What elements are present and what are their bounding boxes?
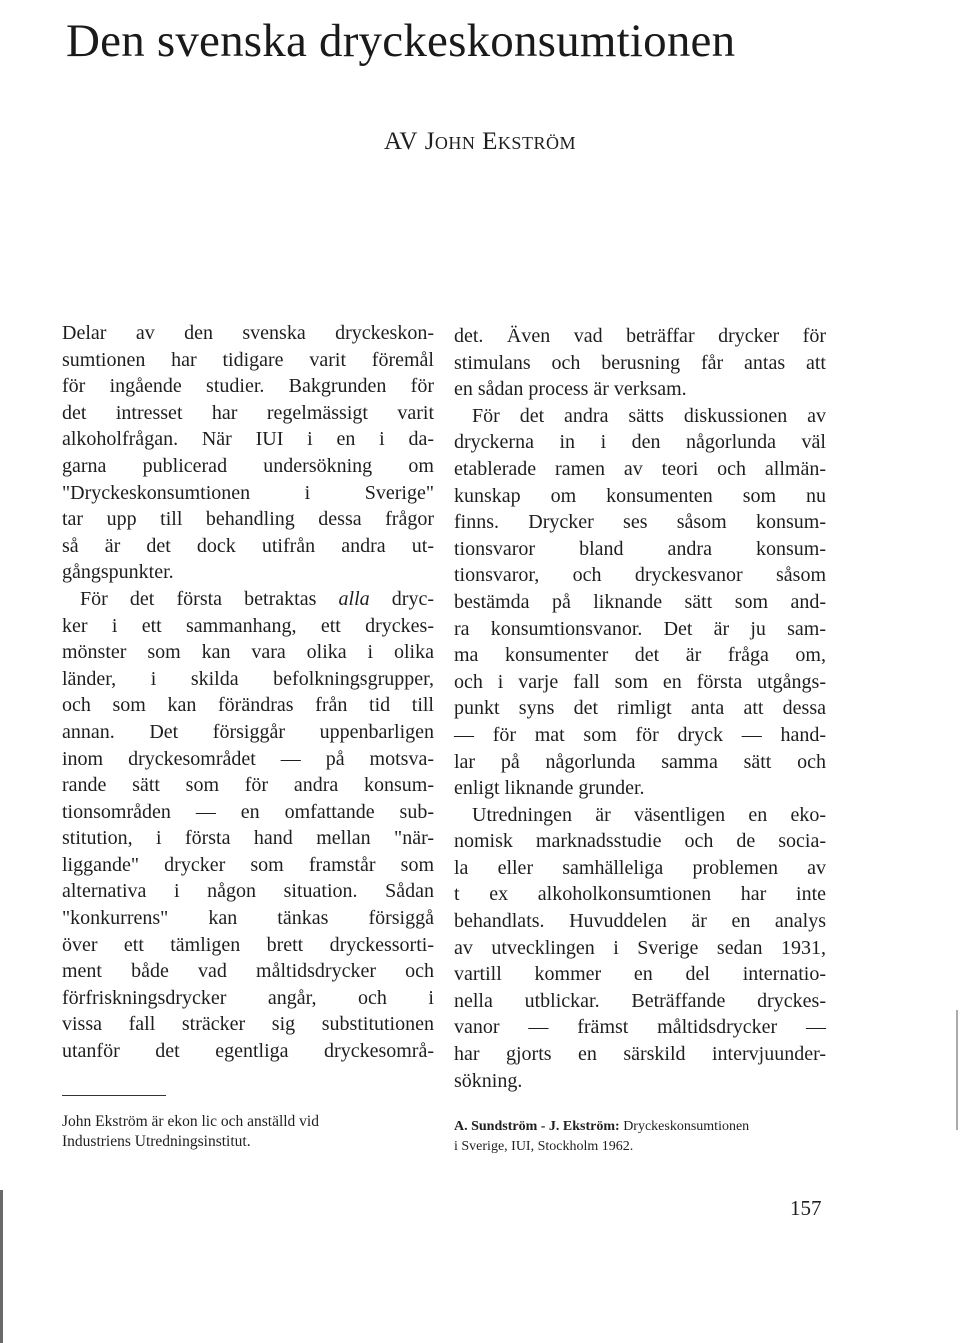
text-line: dryckerna in i den någorlunda väl — [454, 431, 826, 454]
text-line: behandlats. Huvuddelen är en analys — [454, 910, 826, 933]
byline-prefix: AV — [384, 128, 418, 155]
reference-title: Dryckeskonsumtionen — [623, 1119, 750, 1134]
text-line: mönster som kan vara olika i olika — [62, 641, 434, 664]
text-line: ma konsumenter det är fråga om, — [454, 644, 826, 667]
text-line: etablerade ramen av teori och allmän- — [454, 457, 826, 480]
text-line: gångspunkter. — [62, 561, 174, 584]
reference-line-2: i Sverige, IUI, Stockholm 1962. — [454, 1139, 634, 1154]
byline — [0, 128, 960, 156]
text-line: tionsområden — en omfattande sub- — [62, 800, 434, 823]
text-line: stitution, i första hand mellan "när- — [62, 827, 434, 850]
text-line: ker i ett sammanhang, ett dryckes- — [62, 614, 434, 637]
reference-footnote — [454, 1117, 826, 1157]
article-title: Den svenska dryckeskonsumtionen — [66, 15, 736, 67]
text-line: vartill kommer en del internatio- — [454, 963, 826, 986]
reference-line-1 — [454, 1117, 826, 1137]
text-line: alternativa i någon situation. Sådan — [62, 880, 434, 903]
text-line: det intresset har regelmässigt varit — [62, 401, 434, 424]
text-line: liggande" drycker som framstår som — [62, 853, 434, 876]
text-line: alkoholfrågan. När IUI i en i da- — [62, 428, 434, 451]
text-line: tionsvaror bland andra konsum- — [454, 537, 826, 560]
text-line: vanor — främst måltidsdrycker — — [454, 1016, 826, 1039]
text-line: Utredningen är väsentligen en eko- — [472, 803, 826, 826]
text-line: förfriskningsdrycker angår, och i — [62, 986, 434, 1009]
text-line: inom dryckesområdet — på motsva- — [62, 747, 434, 770]
text-line: ra konsumtionsvanor. Det är ju sam- — [454, 617, 826, 640]
text-line: utanför det egentliga dryckesområ- — [62, 1040, 434, 1063]
author-footnote-line: John Ekström är ekon lic och anställd vid — [62, 1113, 319, 1130]
text-line: rande sätt som för andra konsum- — [62, 774, 434, 797]
text-line: en sådan process är verksam. — [454, 378, 687, 401]
text-line: för ingående studier. Bakgrunden för — [62, 375, 434, 398]
text-line: stimulans och berusning får antas att — [454, 351, 826, 374]
text-line: För det andra sätts diskussionen av — [472, 404, 826, 427]
text-line: ment både vad måltidsdrycker och — [62, 960, 434, 983]
scan-mark — [956, 1010, 958, 1130]
page-number: 157 — [790, 1196, 822, 1220]
text-line: För det första betraktas alla dryc- — [80, 587, 434, 610]
text-line: det. Även vad beträffar drycker för — [454, 325, 826, 347]
text-line: sökning. — [454, 1069, 523, 1092]
text-line: har gjorts en särskild intervjuunder- — [454, 1043, 826, 1066]
text-line: enligt liknande grunder. — [454, 777, 645, 800]
text-line: punkt syns det rimligt anta att dessa — [454, 697, 826, 720]
text-line: kunskap om konsumenten som nu — [454, 484, 826, 507]
text-line: tar upp till behandling dessa frågor — [62, 508, 434, 531]
text-line: lar på någorlunda samma sätt och — [454, 750, 826, 773]
emphasis: alla — [338, 587, 370, 610]
text-line: la eller samhälleliga problemen av — [454, 856, 826, 879]
text-line: t ex alkoholkonsumtionen har inte — [454, 883, 826, 906]
left-text-column — [62, 320, 434, 1065]
author-footnote-line: Industriens Utredningsinstitut. — [62, 1133, 251, 1150]
text-line: finns. Drycker ses såsom konsum- — [454, 511, 826, 534]
text-line: nella utblickar. Beträffande dryckes- — [454, 989, 826, 1012]
text-line: tionsvaror, och dryckesvanor såsom — [454, 564, 826, 587]
text-line: sumtionen har tidigare varit föremål — [62, 348, 434, 371]
text-line: och i varje fall som en första utgångs- — [454, 670, 826, 693]
text-line: och som kan förändras från tid till — [62, 694, 434, 717]
author-footnote — [62, 1112, 432, 1152]
text-line: över ett tämligen brett dryckessorti- — [62, 933, 434, 956]
text-line: så är det dock utifrån andra ut- — [62, 534, 434, 557]
reference-authors: A. Sundström - J. Ekström: — [454, 1119, 620, 1134]
text-line: bestämda på liknande sätt som and- — [454, 590, 826, 613]
text-line: av utvecklingen i Sverige sedan 1931, — [454, 936, 826, 959]
text-line: vissa fall sträcker sig substitutionen — [62, 1013, 434, 1036]
byline-author: John Ekström — [424, 128, 576, 155]
scan-mark — [0, 1190, 3, 1343]
text-line: länder, i skilda befolkningsgrupper, — [62, 667, 434, 690]
text-line: garna publicerad undersökning om — [62, 454, 434, 477]
text-line: Delar av den svenska dryckeskon- — [62, 322, 434, 344]
right-text-column — [454, 323, 826, 1094]
text-line: — för mat som för dryck — hand- — [454, 723, 826, 746]
text-line: nomisk marknadsstudie och de socia- — [454, 830, 826, 853]
text-line: annan. Det försiggår uppenbarligen — [62, 720, 434, 743]
footnote-rule — [62, 1095, 166, 1096]
text-line: "Dryckeskonsumtionen i Sverige" — [62, 481, 434, 504]
text-line: "konkurrens" kan tänkas försiggå — [62, 907, 434, 930]
